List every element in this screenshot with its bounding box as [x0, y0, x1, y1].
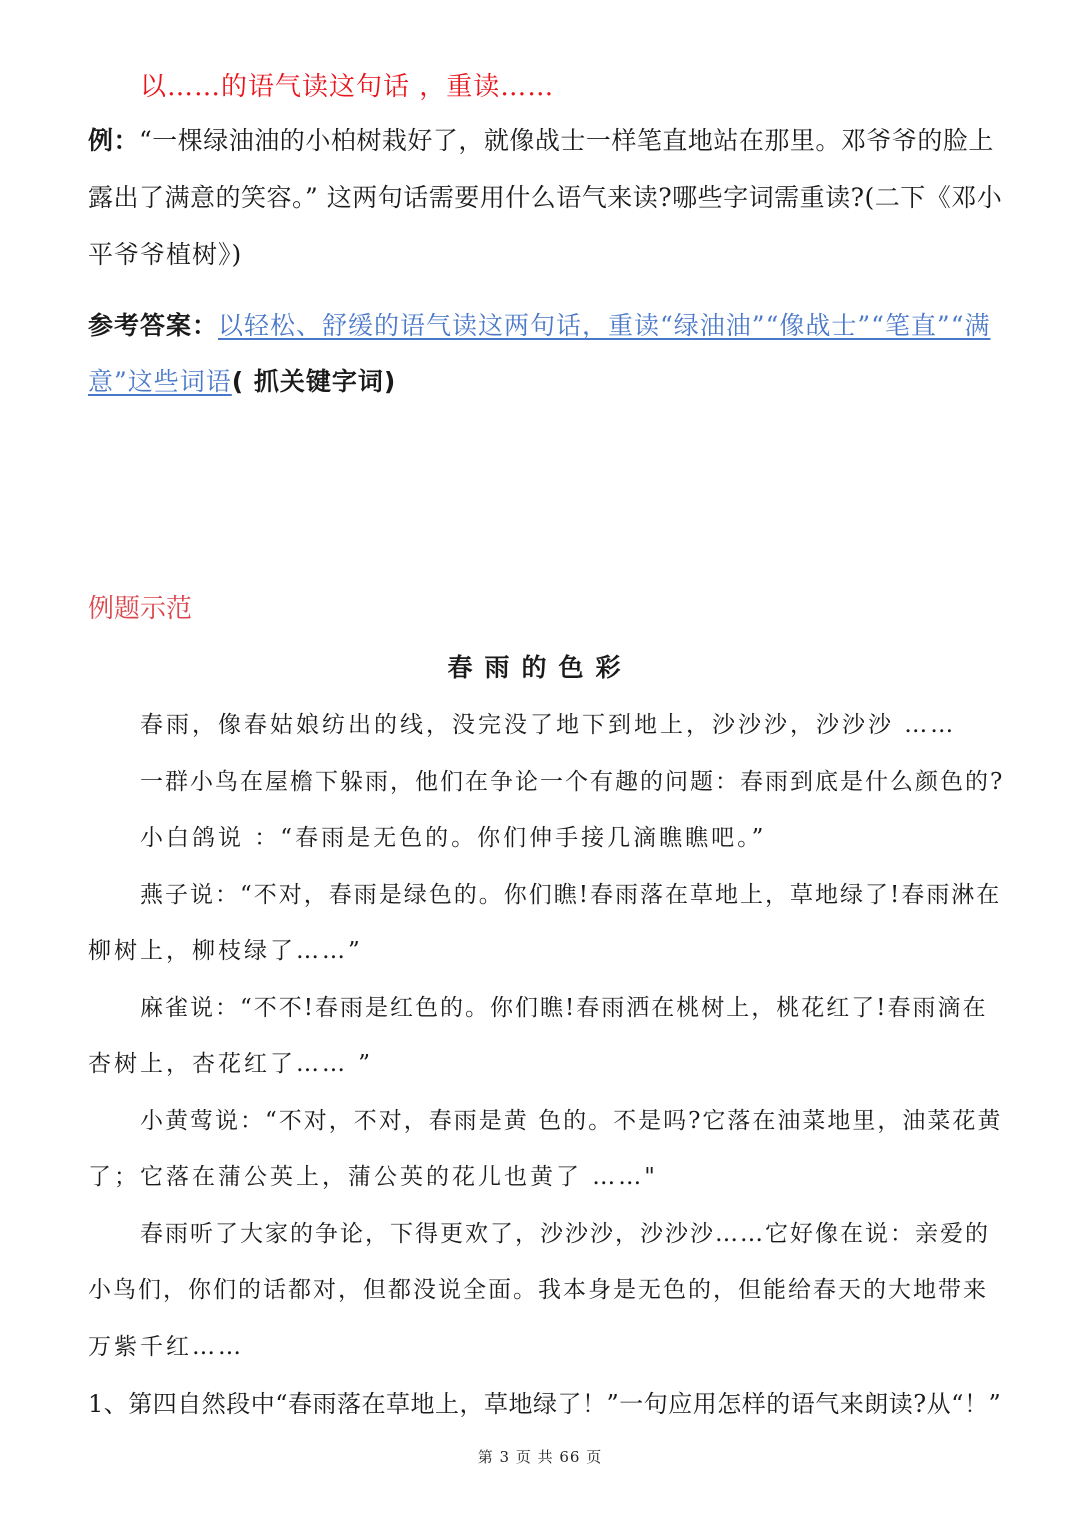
reference-answer-line-2	[88, 353, 396, 410]
story-line: 燕子说：“不对，春雨是绿色的。你们瞧!春雨落在草地上，草地绿了!春雨淋在	[140, 882, 1002, 908]
story-line: 小鸟们，你们的话都对，但都没说全面。我本身是无色的，但能给春天的大地带来	[88, 1277, 988, 1303]
story-line: 一群小鸟在屋檐下躲雨，他们在争论一个有趣的问题：春雨到底是什么颜色的?	[140, 769, 1005, 795]
example-line-3: 平爷爷植树》)	[88, 240, 243, 269]
example-text-1: “一棵绿油油的小柏树栽好了，就像战士一样笔直地站在那里。邓爷爷的脸上	[139, 126, 994, 155]
story-line: 杏树上，杏花红了…… ”	[88, 1051, 374, 1077]
story-line: 春雨，像春姑娘纺出的线，没完没了地下到地上，沙沙沙，沙沙沙 ……	[140, 712, 957, 738]
reference-answer-line-1	[88, 297, 990, 354]
page-footer: 第 3 页 共 66 页	[477, 1448, 603, 1466]
story-line: 万紫千红……	[88, 1334, 244, 1360]
question-line-1: 1、第四自然段中“春雨落在草地上，草地绿了！”一句应用怎样的语气来朗读?从“！”	[88, 1390, 1002, 1418]
story-line: 小白鸽说 ：“春雨是无色的。你们伸手接几滴瞧瞧吧。”	[140, 825, 767, 851]
section-title: 例题示范	[88, 594, 193, 624]
example-colon: ：	[113, 126, 140, 155]
reference-answer-label: 参考答案：	[88, 311, 219, 340]
story-line: 麻雀说：“不不!春雨是红色的。你们瞧!春雨洒在桃树上，桃花红了!春雨滴在	[140, 995, 988, 1021]
instruction-heading: 以……的语气读这句话 ，重读……	[140, 72, 555, 102]
reference-answer-text-2: 意”这些词语	[88, 367, 232, 396]
story-line: 柳树上，柳枝绿了……”	[88, 938, 363, 964]
story-line: 小黄莺说：“不对，不对，春雨是黄 色的。不是吗?它落在油菜地里，油菜花黄	[140, 1108, 1003, 1134]
example-line-2: 露出了满意的笑容。” 这两句话需要用什么语气来读?哪些字词需重读?(二下《邓小	[88, 183, 1003, 212]
reference-answer-text-1: 以轻松、舒缓的语气读这两句话，重读“绿油油”“像战士”“笔直”“满	[218, 311, 991, 340]
example-label: 例	[88, 126, 114, 155]
story-line: 春雨听了大家的争论，下得更欢了，沙沙沙，沙沙沙……它好像在说：亲爱的	[140, 1221, 990, 1247]
reference-answer-note: ( 抓关键字词)	[231, 367, 397, 396]
story-line: 了；它落在蒲公英上，蒲公英的花儿也黄了 ……"	[88, 1164, 658, 1190]
example-line-1	[88, 112, 994, 169]
story-title: 春雨的色彩	[447, 653, 633, 682]
